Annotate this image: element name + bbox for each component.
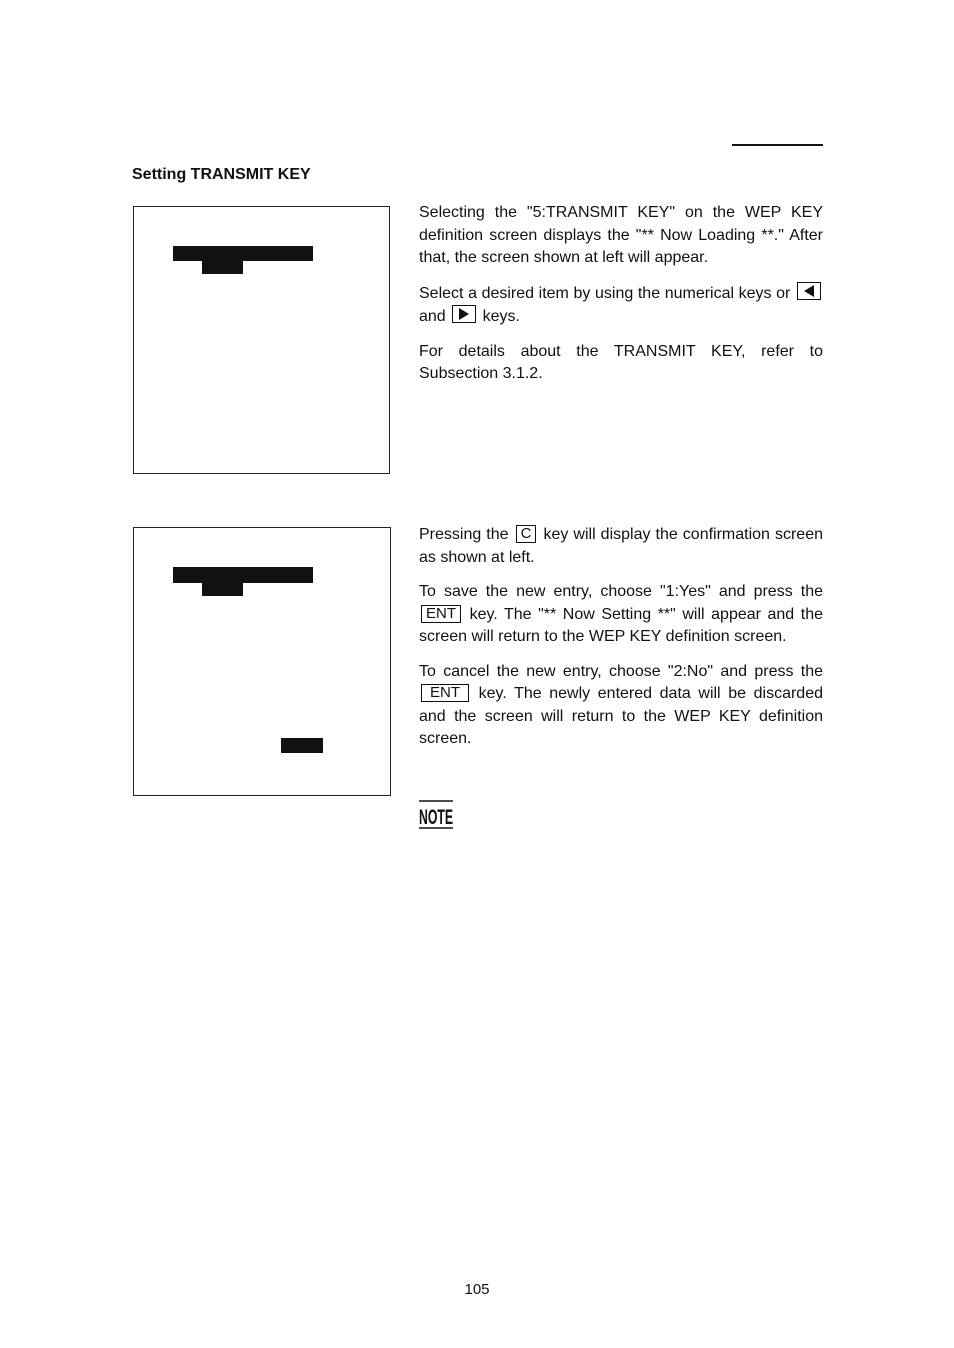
- note-icon: [419, 800, 455, 835]
- paragraph-text: keys.: [482, 308, 520, 325]
- screen-highlight-bar: [173, 246, 313, 261]
- top-rule: [732, 144, 823, 146]
- paragraph: [419, 581, 823, 649]
- paragraph: Selecting the "5:TRANSMIT KEY" on the WEP KEY definition screen displays the "** Now Loading **." After that, the screen shown at left will appear.: [419, 204, 823, 266]
- right-arrow-key-icon: [452, 305, 476, 323]
- text-column-confirmation: [419, 524, 823, 763]
- paragraph-text: Select a desired item by using the numerical keys or: [419, 284, 791, 302]
- paragraph: [419, 661, 823, 751]
- page-number: 105: [464, 1281, 490, 1298]
- screen-illustration-confirmation: [133, 527, 391, 796]
- section-heading: Setting TRANSMIT KEY: [132, 166, 311, 183]
- left-arrow-key-icon: [797, 282, 821, 300]
- paragraph: [419, 524, 823, 569]
- paragraph-text: key will display the confirmation screen as shown at left.: [419, 526, 823, 566]
- paragraph-text: and: [419, 308, 446, 325]
- paragraph-text: To save the new entry, choose "1:Yes" and press the: [419, 583, 823, 600]
- screen-highlight-bar: [202, 583, 243, 596]
- paragraph-text: Pressing the: [419, 526, 509, 543]
- screen-illustration-transmit-key: [133, 206, 390, 474]
- screen-highlight-bar: [202, 261, 243, 274]
- paragraph-text: key. The "** Now Setting **" will appear and the screen will return to the WEP KEY definition screen.: [419, 605, 823, 645]
- ent-key-label: ENT: [421, 684, 469, 702]
- paragraph-text: To cancel the new entry, choose "2:No" and press the: [419, 662, 823, 680]
- screen-cursor-bar: [281, 738, 323, 753]
- ent-key-label: ENT: [421, 605, 461, 623]
- text-column-transmit-key: [419, 202, 823, 398]
- svg-text:NOTE: NOTE: [419, 806, 453, 829]
- paragraph-text: key. The newly entered data will be discarded and the screen will return to the WEP KEY definition screen.: [419, 685, 823, 747]
- c-key-label: C: [516, 525, 537, 543]
- paragraph: [419, 282, 823, 329]
- screen-highlight-bar: [173, 567, 313, 583]
- paragraph: For details about the TRANSMIT KEY, refer to Subsection 3.1.2.: [419, 342, 823, 382]
